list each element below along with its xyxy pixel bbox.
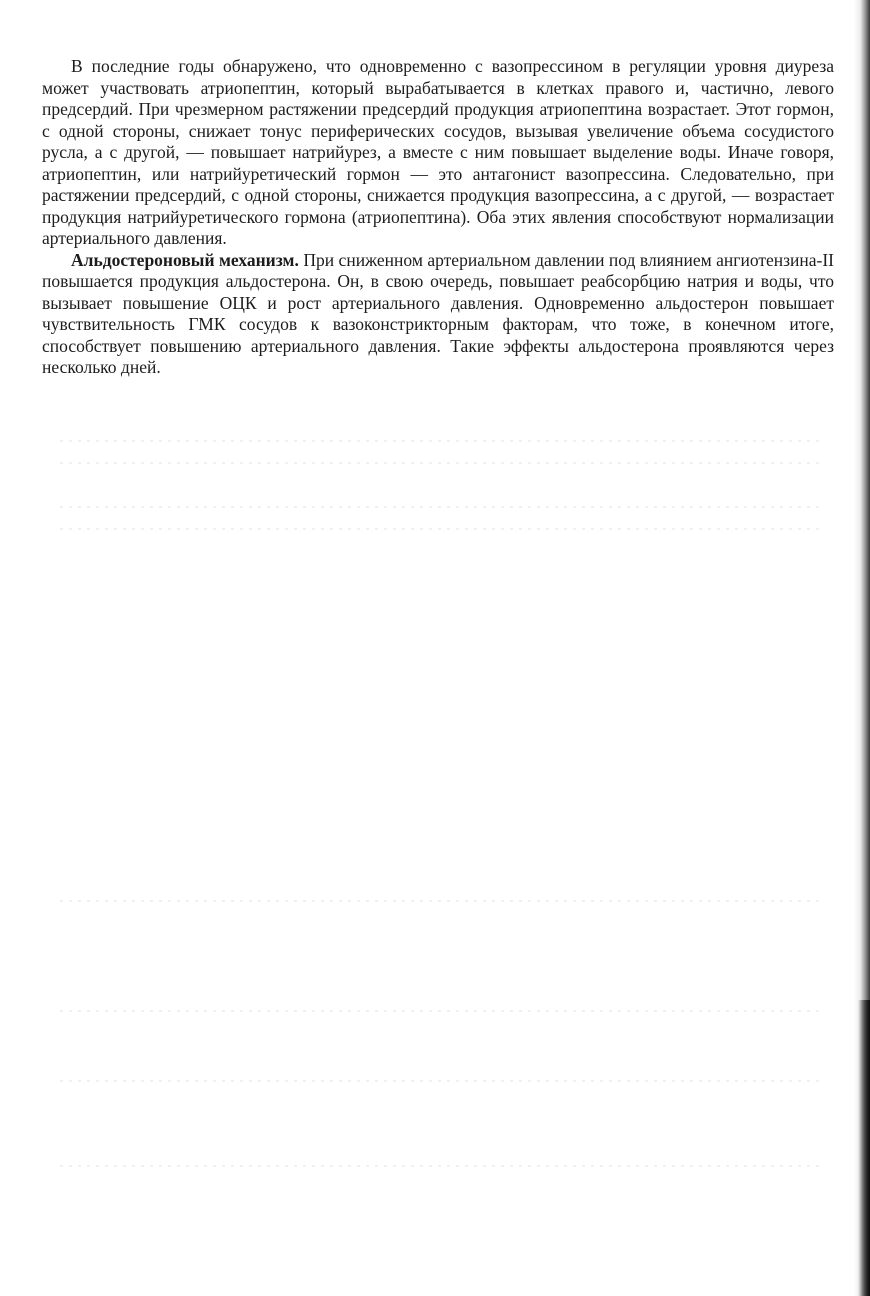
paragraph xyxy=(42,56,834,250)
bleed-through-line xyxy=(60,1010,820,1012)
bleed-through-line xyxy=(60,1165,820,1167)
paragraph-text: В последние годы обнаружено, что одновременно с вазопрессином в регуляции уровня диуреза может участвовать атриопептин, который вырабатывается в клетках правого и, частично, левого предсердий. При чрезмерном растяжении предсердий продукция атриопептина возрастает. Этот гормон, с одной стороны, снижает тонус периферических сосудов, вызывая увеличение объема сосудистого русла, а с другой, — повышает натрийурез, а вместе с ним повышает выделение воды. Иначе говоря, атриопептин, или натрийуретический гормон — это антагонист вазопрессина. Следовательно, при растяжении предсердий, с одной стороны, снижается продукция вазопрессина, а с другой, — возрастает продукция натрийуретического гормона (атриопептина). Оба этих явления способствуют нормализации артериального давления. xyxy=(42,56,834,248)
binding-shadow xyxy=(858,1000,870,1296)
bleed-through-line xyxy=(60,900,820,902)
bleed-through-line xyxy=(60,462,820,464)
bleed-through-line xyxy=(60,528,820,530)
bleed-through-line xyxy=(60,506,820,508)
bleed-through-line xyxy=(60,1080,820,1082)
bleed-through-line xyxy=(60,440,820,442)
paragraph-text: При сниженном артериальном давлении под влиянием ангиотензина-II повышается продукция альдостерона. Он, в свою очередь, повышает реабсорбцию натрия и воды, что вызывает повышение ОЦК и рост артериального давления. Одновременно альдостерон повышает чувствительность ГМК сосудов к вазоконстрикторным факторам, что тоже, в конечном итоге, способствует повышению артериального давления. Такие эффекты альдостерона проявляются через несколько дней. xyxy=(42,249,835,377)
paragraph xyxy=(42,250,834,379)
body-text xyxy=(42,56,834,379)
paragraph-lead: Альдостероновый механизм. xyxy=(71,249,299,270)
